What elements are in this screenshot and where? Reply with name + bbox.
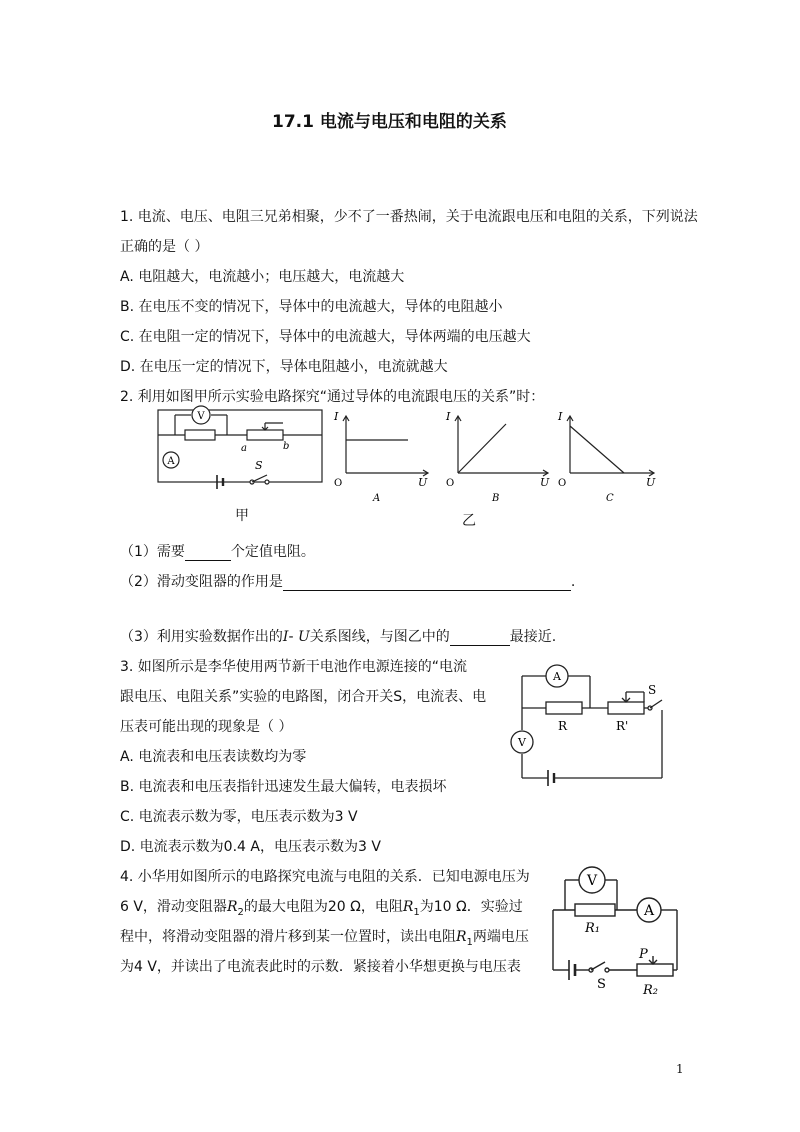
q2-circuit-diagram: [155, 405, 325, 495]
q4-stem-line4: 为4 V，并读出了电流表此时的示数．紧接着小华想更换与电压表: [120, 959, 521, 975]
q2-fig-jia-label: 甲: [235, 508, 249, 524]
q4-r1-label: R₁: [585, 921, 600, 936]
q2-sub2-pre: （2）滑动变阻器的作用是: [120, 574, 283, 590]
page-number: 1: [676, 1062, 684, 1076]
q2-graph-b: [440, 408, 558, 503]
q2-graph-a: [328, 408, 438, 503]
q4-line3-a: 程中，将滑动变阻器的滑片移到某一位置时，读出电阻: [120, 929, 456, 945]
q3-option-c: C. 电流表示数为零，电压表示数为3 V: [120, 809, 358, 825]
q3-circuit-diagram: [510, 660, 670, 788]
q2-sub3-var-i: I: [282, 629, 289, 645]
q4-line2-r2-sub: 2: [237, 906, 244, 918]
q2-sub3-dash: -: [288, 629, 298, 645]
q3-stem-line1: 3. 如图所示是李华使用两节新干电池作电源连接的“电流: [120, 659, 468, 675]
q4-line2-r2: R: [226, 899, 238, 915]
q2-graph-c-origin: O: [558, 478, 567, 489]
q4-line3-r1: R: [456, 929, 467, 945]
q2-graph-b-label: B: [492, 493, 500, 503]
q2-graph-c-y-axis: I: [558, 410, 563, 423]
q4-line2-r1: R: [402, 899, 414, 915]
q3-switch-label: S: [648, 683, 657, 697]
q4-line3-r1-sub: 1: [466, 936, 473, 948]
q4-switch-label: S: [597, 977, 606, 992]
q2-slider-a-label: a: [241, 443, 247, 454]
q2-graph-c-label: C: [606, 493, 614, 503]
q3-rheostat-label: R': [616, 719, 629, 733]
q1-stem-line2: 正确的是（ ）: [120, 239, 209, 255]
q4-circuit-diagram: [545, 862, 685, 1000]
q2-sub2-post: .: [570, 574, 576, 590]
q3-stem-line2: 跟电压、电阻关系”实验的电路图，闭合开关S，电流表、电: [120, 689, 487, 705]
q2-sub3-pre: （3）利用实验数据作出的: [120, 629, 283, 645]
q2-graph-a-y-axis: I: [334, 410, 339, 423]
q3-voltmeter-label: V: [518, 736, 526, 749]
q2-graph-a-origin: O: [334, 478, 343, 489]
q1-option-a: A. 电阻越大，电流越小；电压越大，电流越大: [120, 269, 405, 285]
q2-graph-b-x-axis: U: [540, 476, 550, 489]
q2-fig-yi-label: 乙: [462, 513, 476, 529]
q2-graph-b-origin: O: [446, 478, 455, 489]
q3-option-d: D. 电流表示数为0.4 A，电压表示数为3 V: [120, 839, 381, 855]
q4-ammeter-label: A: [643, 903, 655, 919]
q2-sub3-post: 最接近.: [509, 629, 557, 645]
q1-option-b: B. 在电压不变的情况下，导体中的电流越大，导体的电阻越小: [120, 299, 503, 315]
q4-stem-line1: 4. 小华用如图所示的电路探究电流与电阻的关系．已知电源电压为: [120, 869, 530, 885]
q2-slider-b-label: b: [283, 441, 290, 452]
q4-p-label: P: [639, 947, 648, 962]
q2-sub1: [120, 541, 315, 561]
q4-line2-r1-sub: 1: [413, 906, 420, 918]
q2-graph-b-y-axis: I: [446, 410, 451, 423]
q2-graph-a-label: A: [373, 493, 381, 503]
q2-switch-label: S: [255, 459, 263, 472]
q2-sub3-var-u: U: [297, 629, 310, 645]
q2-sub1-pre: （1）需要: [120, 544, 185, 560]
q2-sub3-blank[interactable]: [450, 631, 510, 646]
q3-option-b: B. 电流表和电压表指针迅速发生最大偏转，电表损坏: [120, 779, 447, 795]
q4-stem-line3: [120, 926, 529, 948]
q3-option-a: A. 电流表和电压表读数均为零: [120, 749, 307, 765]
q3-stem-line3: 压表可能出现的现象是（ ）: [120, 719, 293, 735]
q2-sub2: [120, 571, 575, 591]
q1-option-c: C. 在电阻一定的情况下，导体中的电流越大，导体两端的电压越大: [120, 329, 531, 345]
q2-sub1-post: 个定值电阻。: [230, 544, 315, 560]
page-title: 17.1 电流与电压和电阻的关系: [272, 112, 507, 132]
q4-stem-line2: [120, 896, 523, 918]
q2-ammeter-label: A: [167, 456, 175, 467]
q2-sub2-blank[interactable]: [283, 576, 571, 591]
q4-line3-b: 两端电压: [472, 929, 529, 945]
q4-voltmeter-label: V: [586, 873, 598, 889]
q4-line2-b: 的最大电阻为20 Ω，电阻: [243, 899, 403, 915]
q2-stem: 2. 利用如图甲所示实验电路探究“通过导体的电流跟电压的关系”时：: [120, 389, 545, 405]
q1-stem-line1: 1. 电流、电压、电阻三兄弟相聚，少不了一番热闹，关于电流跟电压和电阻的关系，下列说法: [120, 209, 698, 225]
q4-r2-label: R₂: [643, 983, 658, 998]
q2-graph-a-x-axis: U: [418, 476, 428, 489]
q2-sub3: [120, 626, 556, 646]
q2-graph-c-x-axis: U: [646, 476, 656, 489]
q4-line2-a: 6 V，滑动变阻器: [120, 899, 227, 915]
q1-option-d: D. 在电压一定的情况下，导体电阻越小，电流就越大: [120, 359, 448, 375]
q3-resistor-label: R: [558, 719, 568, 733]
q2-graph-c: [552, 408, 664, 503]
q2-sub3-mid: 关系图线，与图乙中的: [309, 629, 450, 645]
q3-ammeter-label: A: [553, 670, 561, 683]
q4-line2-c: 为10 Ω．实验过: [419, 899, 523, 915]
q2-voltmeter-label: V: [197, 411, 205, 422]
q2-sub1-blank[interactable]: [185, 546, 231, 561]
